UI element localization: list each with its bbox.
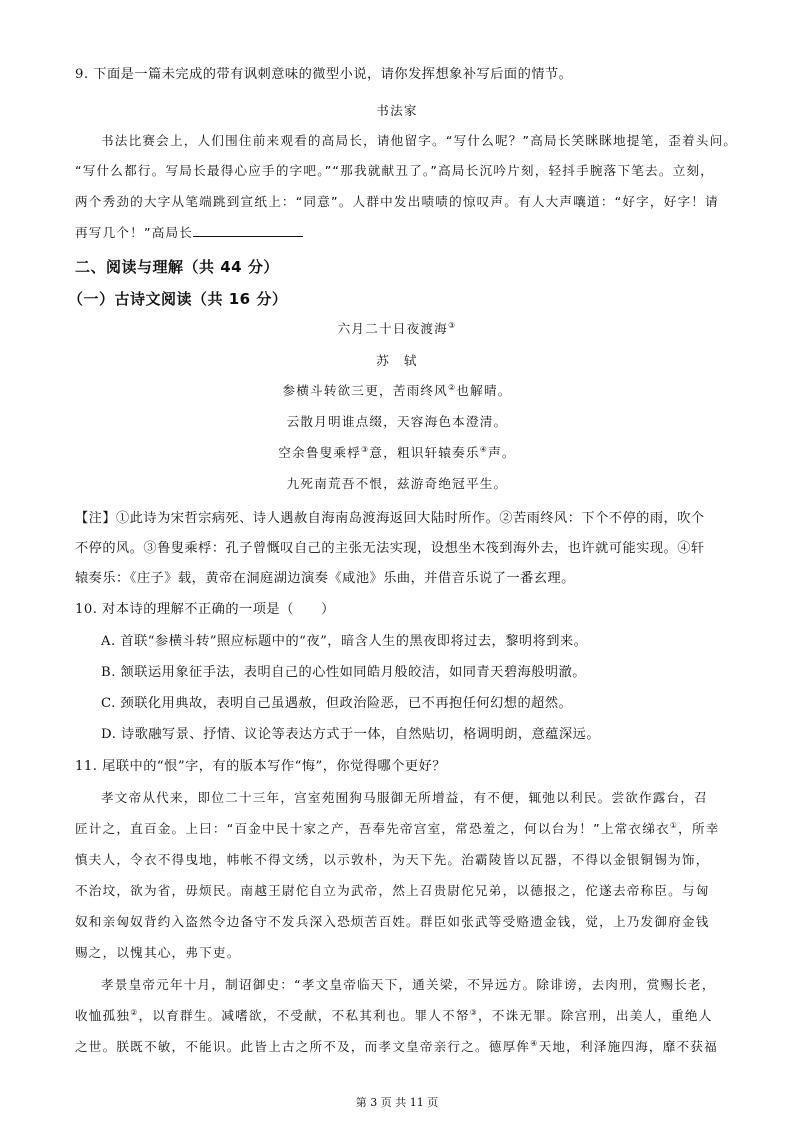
passage-p2-line-2-b: ，以育群生。减嗜欲，不受献，不私其利也。罪人不帑 [138,1008,470,1023]
poem-line-3-a: 空余鲁叟乘桴 [278,445,362,460]
poem-title-text: 六月二十日夜渡海 [337,321,448,336]
poem-line-3-note1: ③ [361,444,370,454]
passage-p1-line-4: 不治坟，欲为省，毋烦民。南越王尉佗自立为武帝，然上召贵尉佗兄弟，以德报之，佗遂去帝称臣。与匈 [75,883,710,898]
q10-stem: 10. 对本诗的理解不正确的一项是（ ） [75,602,335,617]
passage-p1-line-2 [75,818,720,837]
passage-note-2: ② [130,1007,139,1017]
story-title: 书法家 [376,103,418,118]
answer-blank[interactable] [193,224,303,237]
passage-p2-line-2-c: ，不诛无罪。除宫刑，出美人，重绝人 [478,1008,713,1023]
section2-sub: （一）古诗文阅读（共 16 分） [68,290,288,308]
note-line-2: 不停的风。③鲁叟乘桴：孔子曾慨叹自己的主张无法实现，设想坐木筏到海外去，也许就可能实现。④轩 [75,541,705,556]
poem-line-1-note: ② [447,382,457,392]
passage-p2-line-1: 孝景皇帝元年十月，制诏御史：“孝文皇帝临天下，通关梁，不异远方。除诽谤，去肉刑，赏赐长老， [101,977,716,992]
poem-line-2: 云散月明谁点缀，天容海色本澄清。 [286,414,508,429]
passage-note-4: ④ [530,1038,539,1048]
note-line-1: 【注】①此诗为宋哲宗病死、诗人遇赦自海南岛渡海返回大陆时所作。②苦雨终风：下个不停的雨，吹个 [75,511,705,526]
passage-p1-line-1: 孝文帝从代来，即位二十三年，宫室苑囿狗马服御无所增益，有不便，辄弛以利民。尝欲作露台，召 [101,790,708,805]
poem-line-1 [0,380,794,399]
passage-p1-line-5: 奴和亲匈奴背约入盗然令边备守不发兵深入恐烦苦百姓。群臣如张武等受赂遗金钱，觉，上乃发御府金钱 [75,914,710,929]
q11-stem: 11. 尾联中的“恨”字，有的版本写作“悔”，你觉得哪个更好？ [75,759,446,774]
passage-p1-line-2-text: 匠计之，直百金。上曰：“百金中民十家之产，吾奉先帝宫室，常恐羞之，何以台为！”上常衣绨衣 [75,821,670,836]
poem-line-1-a: 参横斗转欲三更，苦雨终风 [282,383,448,398]
section2-title: 二、阅读与理解（共 44 分） [75,258,279,276]
q10-option-a[interactable]: A. 首联“参横斗转”照应标题中的“夜”，暗含人生的黑夜即将过去，黎明将到来。 [101,634,588,649]
passage-p1-line-6: 赐之，以愧其心，弗下吏。 [75,945,241,960]
passage-p2-line-2 [75,1005,713,1024]
poem-title-note: ③ [447,320,457,330]
poem-line-3-c: 声。 [488,445,516,460]
poem-author: 苏 轼 [376,353,418,368]
q9-prompt: 9. 下面是一篇未完成的带有讽刺意味的微型小说，请你发挥想象补写后面的情节。 [75,67,573,82]
poem-title [0,318,794,337]
passage-p2-line-3 [75,1036,718,1055]
q10-option-d[interactable]: D. 诗歌融写景、抒情、议论等表达方式于一体，自然贴切，格调明朗，意蕴深远。 [101,727,601,742]
passage-note-3: ③ [469,1007,478,1017]
passage-note-1: ① [669,820,679,830]
passage-p2-line-2-a: 收恤孤独 [75,1008,131,1023]
q10-option-b[interactable]: B. 颔联运用象征手法，表明自己的心性如同皓月般皎洁，如同青天碧海般明澈。 [101,665,586,680]
passage-suo: ，所幸 [678,821,720,836]
poem-line-3 [0,442,794,461]
poem-line-3-b: 意，粗识轩辕奏乐 [369,445,480,460]
poem-line-4: 九死南荒吾不恨，兹游奇绝冠平生。 [286,476,508,491]
poem-line-1-b: 也解晴。 [456,383,512,398]
story-line-1: 书法比赛会上，人们围住前来观看的高局长，请他留字。“写什么呢？”高局长笑眯眯地提笔，歪着头问。 [101,133,738,148]
q10-option-c[interactable]: C. 颈联化用典故，表明自己虽遇赦，但政治险恶，已不再抱任何幻想的超然。 [101,696,573,711]
story-line-3: 两个秀劲的大字从笔端跳到宣纸上：“同意”。人群中发出啧啧的惊叹声。有人大声嚷道：“好字，好字！请 [75,194,719,209]
passage-p2-line-3-b: 天地，利泽施四海，靡不获福 [538,1039,718,1054]
passage-p1-line-3: 慎夫人，令衣不得曳地，帏帐不得文绣，以示敦朴，为天下先。治霸陵皆以瓦器，不得以金银铜锡为饰， [75,852,710,867]
poem-line-3-note2: ④ [479,444,489,454]
passage-p2-line-3-a: 之世。朕既不敏，不能识。此皆上古之所不及，而孝文皇帝亲行之。德厚侔 [75,1039,531,1054]
note-line-3: 辕奏乐：《庄子》载，黄帝在洞庭湖边演奏《咸池》乐曲，并借音乐说了一番玄理。 [75,571,575,586]
story-line-4 [75,222,303,241]
page-footer: 第 3 页 共 11 页 [355,1096,439,1109]
story-line-2: “写什么都行。写局长最得心应手的字吧。”“那我就献丑了。”高局长沉吟片刻，轻抖手腕落下笔去。立刻， [75,163,715,178]
story-line-4-text: 再写几个！”高局长 [75,225,194,240]
